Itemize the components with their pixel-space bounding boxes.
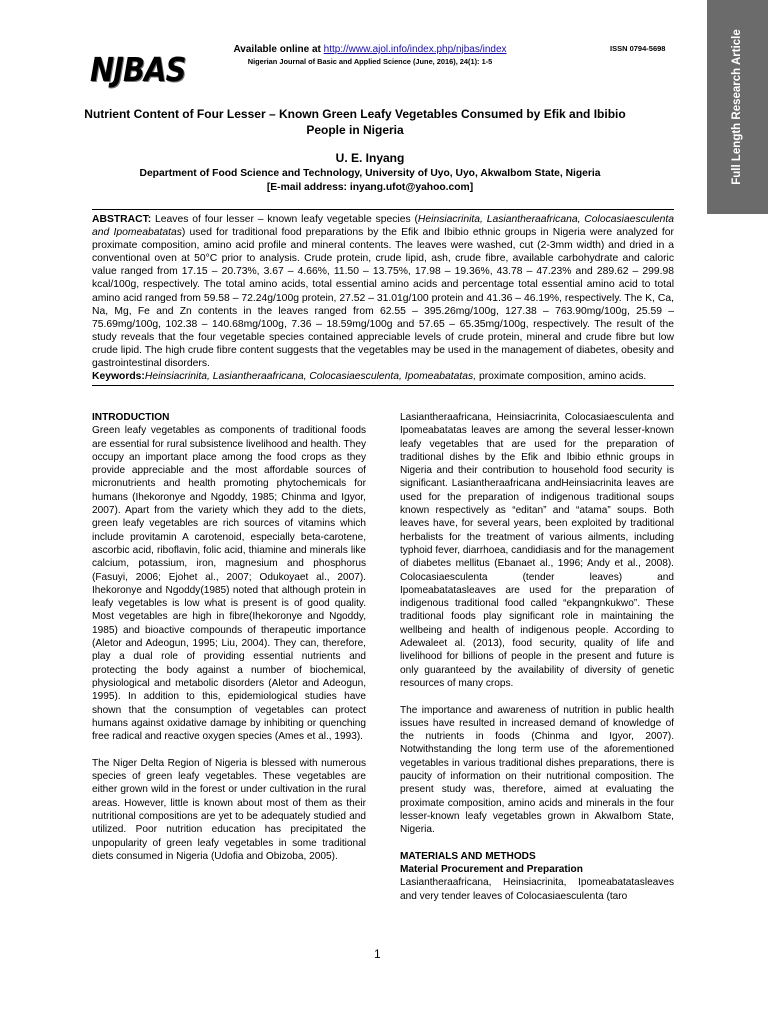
abstract-text-2: ) used for traditional food preparations by the Efik and Ibibio ethnic groups in Nigeria were analyzed for proximate composition, amino acid profile and mineral contents. The leaves were washed, cut (2-3mm width) and dried in a conventional oven at 50°C prior to analysis. Crude protein, crude lipid, ash, crude fibre, available carbohydrate and caloric value ranged from 17.15 – 20.73%, 3.67 – 4.66%, 11.50 – 13.75%, 17.98 – 19.36%, 43.78 – 47.23% and 289.62 – 299.98 kcal/100g, respectively. The total amino acids, total essential amino acids and percentage total essential amino acid to total amino acid ranged from 59.58 – 72.24g/100g protein, 27.52 – 31.01g/100 protein and 41.36 – 46.19%, respectively. The K, Ca, Na, Mg, Fe and Zn contents in the leaves ranged from 62.55 – 395.26mg/100g, 127.38 – 763.90mg/100g, 25.59 – 75.69mg/100g, 102.38 – 140.68mg/100g, 7.36 – 18.59mg/100g and 57.65 – 65.35mg/100g, respectively. The result of the study reveals that the four vegetable species contained appreciable levels of crude protein, mineral and crude fibre but low crude lipid. The high crude fibre content suggests that the vegetables may be used in the management of diabetes, obesity and gastrointestinal disorders. [92,227,674,370]
intro-paragraph-4: The importance and awareness of nutrition in public health issues have resulted in increased demand of knowledge of the nutrients in foods (Chinma and Igyor, 2007). Notwithstanding the long term use of the aforementioned vegetables in various traditional dishes preparations, there is paucity of information on their nutritional composition. The present study was, therefore, aimed at evaluating the proximate composition, amino acids and minerals in the four lesser-known leafy vegetables grown in AkwaIbom State, Nigeria. [400,704,674,836]
abstract-body [92,213,674,370]
article-title: Nutrient Content of Four Lesser – Known Green Leafy Vegetables Consumed by Efik and Ibibio People in Nigeria [84,107,626,137]
email-address: [E-mail address: inyang.ufot@yahoo.com] [266,182,474,193]
journal-logo: NJBAS [90,50,186,90]
right-column [400,411,674,903]
methods-subheading: Material Procurement and Preparation [400,864,583,876]
keywords-label: Keywords: [92,371,145,383]
department: Department of Food Science and Technology, University of Uyo, Uyo, AkwaIbom State, Nigeria [139,168,601,179]
article-type-tab [707,0,768,214]
page-number: 1 [374,947,381,961]
author-name: U. E. Inyang [335,151,405,165]
intro-paragraph-3: Lasiantheraafricana, Heinsiacrinita, Colocasiaesculenta and Ipomeabatatas leaves are among the several lesser-known leafy vegetables that are used for the preparation of traditional dishes by the Efik and Ibibio ethnic groups in Nigeria and their contribution to household food security is significant. Lasiantheraafricana andHeinsiacrinita leaves are used for the preparation of indigenous traditional soups known respectively as “editan” and “atama” soups. Both leaves have, for several years, been exploited by traditional herbalists for the treatment of various ailments, including typhoid fever, diarrhoea, candidiasis and for the management of diabetes mellitus (Ebanaet al., 1996; Andy et al., 2008). Colocasiaesculenta (tender leaves) and Ipomeabatatasleaves are used for the preparation of indigenous traditional food called “ekpangnkukwo”. These traditional foods play significant role in maintaining the wellbeing and health of indigenous people. According to Adewaleet al. (2013), food security, quality of life and livelihood for billions of people in the present and future is only guaranteed by the availability of diversity of genetic resources of many crops. [400,412,674,689]
journal-citation: Nigerian Journal of Basic and Applied Science (June, 2016), 24(1): 1-5 [247,57,493,66]
article-type-label: Full Length Research Article [731,29,743,185]
affiliation [100,167,640,195]
keywords-rest: proximate composition, amino acids. [476,371,647,383]
left-column [92,411,366,863]
intro-paragraph-2: The Niger Delta Region of Nigeria is blessed with numerous species of green leafy vegetables. These vegetables are either grown wild in the forest or under cultivation in the rural areas. However, little is known about most of them as their nutritional compositions are yet to be adequately studied and utilized. Poor nutrition education has precipitated the unpopularity of green leafy vegetables in some traditional diets consumed in Nigeria (Udofia and Obizoba, 2005). [92,757,366,862]
issn: ISSN 0794-5698 [610,44,666,53]
available-prefix: Available online at [233,44,324,55]
keywords-species: Heinsiacrinita, Lasiantheraafricana, Colocasiaesculenta, Ipomeabatatas, [144,371,477,383]
introduction-heading: INTRODUCTION [92,412,170,423]
abstract-text-1: Leaves of four lesser – known leafy vegetable species ( [151,214,418,225]
abstract-species: Heinsiacrinita, Lasiantheraafricana, Colocasiaesculenta and Ipomeabatatas [92,214,675,239]
journal-url-link[interactable]: http://www.ajol.info/index.php/njbas/index [323,44,507,55]
keywords [92,370,674,383]
abstract-label: ABSTRACT: [92,214,152,225]
methods-heading: MATERIALS AND METHODS [400,850,536,862]
availability-line [160,44,580,55]
intro-paragraph-1: Green leafy vegetables as components of traditional foods are essential for rural subsistence livelihood and health. They occupy an important place among the food crops as they provide appreciable and the most affordable sources of micronutrients and health promoting phytochemicals for humans (Ihekoronye and Ngoddy, 1985; Chinma and Igyor, 2007). Apart from the variety which they add to the diets, green leafy vegetables are rich sources of vitamins which include provitamin A carotenoid, especially beta-carotene, ascorbic acid, riboflavin, folic acid, thiamine and minerals like calcium, potassium, iron, magnesium and phosphorus (Fasuyi, 2006; Ejohet al., 2007; Odukoyaet al., 2007). Ihekoronye and Ngoddy(1985) noted that although protein in leafy vegetables is low what is present is of good quality. Most vegetables are high in fibre(Ihekoronye and Ngoddy, 1985) and bioactive compounds of therapeutic importance (Aletor and Adeogun, 1995; Liu, 2004). They can, therefore, play a dual role of providing essential nutrients and protecting the body against a number of biochemical, physiological and metabolic disorders (Aletor and Adeogun, 1995). In addition to this, epidemiological studies have shown that the consumption of vegetables can protect humans against oxidative damage by inhibiting or quenching free radical and reactive oxygen species (Ames et al., 1993). [92,425,366,743]
methods-paragraph-1: Lasiantheraafricana, Heinsiacrinita, Ipomeabatatasleaves and very tender leaves of Colocasiaesculenta (taro [400,877,674,902]
abstract [92,209,674,386]
